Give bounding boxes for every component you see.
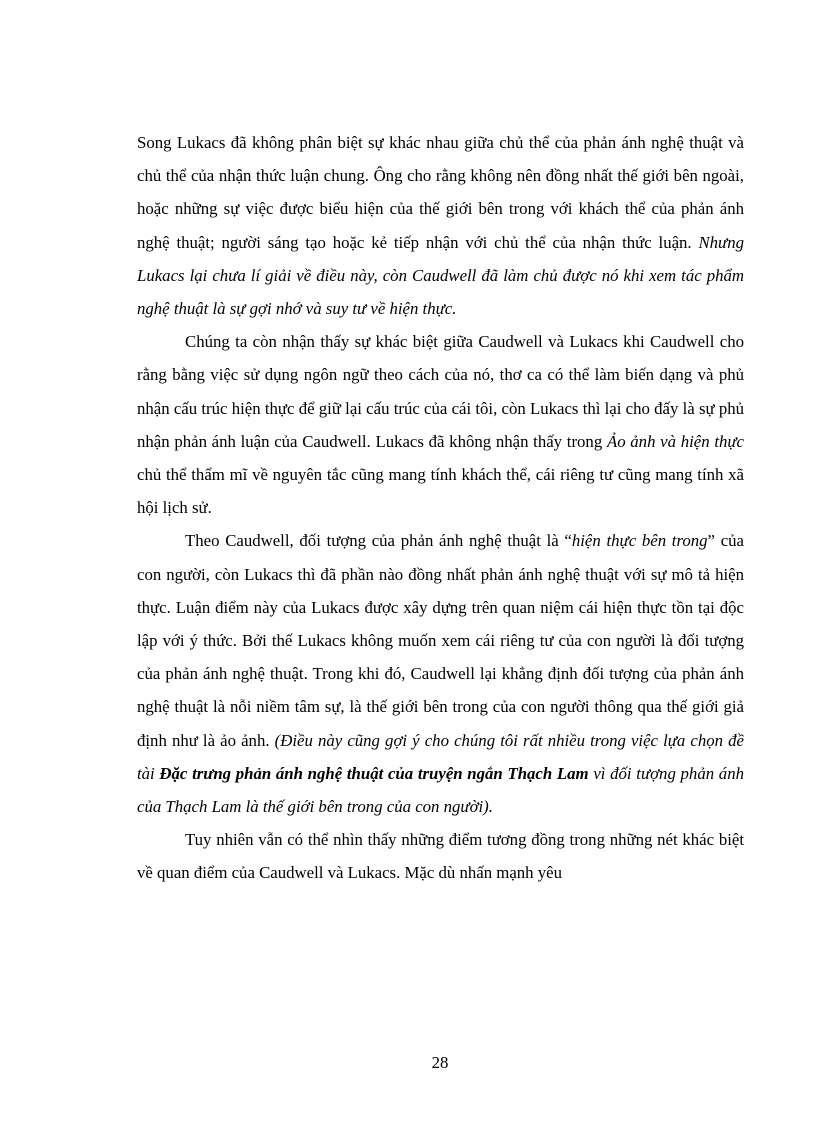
paragraph-2-run-1: Chúng ta còn nhận thấy sự khác biệt giữa Caudwell và Lukacs khi Caudwell cho rằng bằng việc sử dụng ngôn ngữ theo cách của nó, thơ ca có thể làm biến dạng và phủ nhận cấu trúc hiện thực để giữ lại cấu trúc của cái tôi, còn Lukacs thì lại cho đấy là sự phủ nhận phản ánh luận của Caudwell. Lukacs đã không nhận thấy trong [137,332,744,451]
paragraph-1-run-1: Song Lukacs đã không phân biệt sự khác nhau giữa chủ thể của phản ánh nghệ thuật và chủ thể của nhận thức luận chung. Ông cho rằng không nên đồng nhất thế giới bên ngoài, hoặc những sự việc được biểu hiện của thế giới bên trong với khách thể của phản ánh nghệ thuật; người sáng tạo hoặc kẻ tiếp nhận với chủ thể của nhận thức luận. [137,133,744,252]
paragraph-3-run-1: Theo Caudwell, đối tượng của phản ánh nghệ thuật là “ [185,531,572,551]
paragraph-3-run-2: hiện thực bên trong [571,531,708,551]
paragraph-2 [137,325,744,524]
paragraph-1 [137,126,744,325]
paragraph-3-run-6: vì đối tượng phản ánh của Thạch Lam là thế giới bên trong của con người). [137,763,744,817]
paragraph-2-run-2: Ảo ảnh và hiện thực [606,431,744,451]
paragraph-3-run-5: Đặc trưng phản ánh nghệ thuật của truyện ngắn Thạch Lam [159,763,589,783]
paragraph-4 [137,823,744,889]
paragraph-4-run-1: Tuy nhiên vẫn có thể nhìn thấy những điểm tương đồng trong những nét khác biệt về quan điểm của Caudwell và Lukacs. Mặc dù nhấn mạnh yêu [137,830,744,883]
paragraph-3 [137,524,744,823]
paragraph-2-run-3: chủ thể thẩm mĩ về nguyên tắc cũng mang tính khách thể, cái riêng tư cũng mang tính xã hội lịch sử. [137,465,744,518]
page-body [137,126,744,890]
paragraph-1-run-2: Nhưng Lukacs lại chưa lí giải về điều này, còn Caudwell đã làm chủ được nó khi xem tác phẩm nghệ thuật là sự gợi nhớ và suy tư về hiện thực. [137,232,744,319]
paragraph-3-run-3: ” của con người, còn Lukacs thì đã phần nào đồng nhất phản ánh nghệ thuật với sự mô tả hiện thực. Luận điểm này của Lukacs được xây dựng trên quan niệm cái hiện thực tồn tại độc lập với ý thức. Bởi thế Lukacs không muốn xem cái riêng tư của con người là đối tượng của phản ánh nghệ thuật. Trong khi đó, Caudwell lại khẳng định đối tượng của phản ánh nghệ thuật là nỗi niềm tâm sự, là thế giới bên trong của con người thông qua thế giới giả định như là ảo ảnh. [137,531,744,750]
paragraph-3-run-4: (Điều này cũng gợi ý cho chúng tôi rất nhiều trong việc lựa chọn đề tài [137,730,744,783]
page-number: 28 [431,1053,449,1072]
